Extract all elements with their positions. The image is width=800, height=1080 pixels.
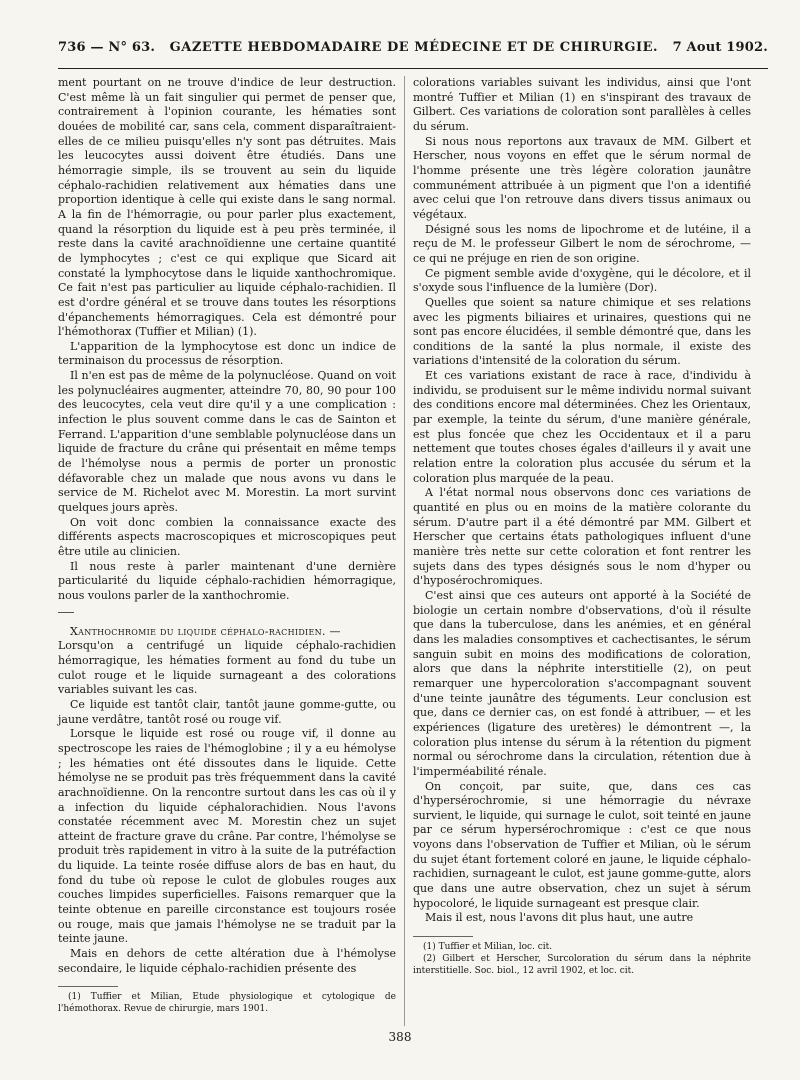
- folio-number: 388: [388, 1030, 412, 1044]
- paragraph: Et ces variations existant de race à race, d'individu à individu, se produisent sur le même individu normal suivant des conditions encore mal déterminées. Chez les Orientaux, par exemple, la teinte du sérum, d'une manière générale, est plus foncée que chez les Occidentaux et il a paru nettement que toutes choses égales d'ailleurs il y avait une relation entre la coloration plus accusée du sérum et la coloration plus marquée de la peau.: [413, 369, 751, 485]
- paragraph: Lorsque le liquide est rosé ou rouge vif, il donne au spectroscope les raies de l'hémoglobine ; il y a eu hémolyse ; les hématies ont été dissoutes dans le liquide. Cette hémolyse ne se produit pas très fréquemment dans la cavité arachnoïdienne. On la rencontre surtout dans les cas où il y a infection du liquide céphalorachidien. Nous l'avons constatée récemment avec M. Morestin chez un sujet atteint de fracture grave du crâne. Par contre, l'hémolyse se produit très rapidement in vitro à la suite de la putréfaction du liquide. La teinte rosée diffuse alors de bas en haut, du fond du tube où repose le culot de globules rouges aux couches limpides superficielles. Faisons remarquer que la teinte obtenue en pareille circonstance est toujours rosée ou rouge, mais que jamais l'hémolyse ne se traduit par la teinte jaune.: [58, 727, 396, 946]
- paragraph: On voit donc combien la connaissance exacte des différents aspects macroscopiques et microscopiques peut être utile au clinicien.: [58, 515, 396, 558]
- paragraph: Lorsqu'on a centrifugé un liquide céphalo-rachidien hémorragique, les hématies forment au fond du tube un culot rouge et le liquide surnageant a des colorations variables suivant les cas.: [58, 639, 396, 697]
- paragraph: Ce liquide est tantôt clair, tantôt jaune gomme-gutte, ou jaune verdâtre, tantôt rosé ou rouge vif.: [58, 697, 396, 726]
- paragraph: colorations variables suivant les individus, ainsi que l'ont montré Tuffier et Milian (1) en s'inspirant des travaux de Gilbert. Ces variations de coloration sont parallèles à celles du sérum.: [413, 76, 751, 133]
- header-rule: [58, 68, 768, 69]
- paragraph: ment pourtant on ne trouve d'indice de leur destruction. C'est même là un fait singulier qui permet de penser que, contrairement à l'opinion courante, les hématies sont douées de mobilité car, sans cela, comment disparaîtraient-elles de ce milieu puisqu'elles n'y sont pas détruites. Mais les leucocytes aussi doivent être étudiés. Dans une hémorragie simple, ils se trouvent au sein du liquide céphalo-rachidien relativement aux hématies dans une proportion identique à celle qui existe dans le sang normal. A la fin de l'hémorragie, ou pour parler plus exactement, quand la résorption du liquide est à peu près terminée, il reste dans la cavité arachnoïdienne une certaine quantité de lymphocytes ; c'est ce qui explique que Sicard ait constaté la lymphocytose dans le liquide xanthochromique. Ce fait n'est pas particulier au liquide céphalo-rachidien. Il est d'ordre général et se trouve dans toutes les résorptions d'épanchements hémorragiques. Cela est démontré pour l'hémothorax (Tuffier et Milian) (1).: [58, 76, 396, 339]
- paragraph: L'apparition de la lymphocytose est donc un indice de terminaison du processus de résorption.: [58, 339, 396, 368]
- footnote: (1) Tuffier et Milian, loc. cit.: [423, 942, 553, 953]
- footnotes: [58, 986, 396, 1015]
- paragraph: On conçoit, par suite, que, dans ces cas d'hypersérochromie, si une hémorragie du névraxe survient, le liquide, qui surnage le culot, soit teinté en jaune par ce sérum hypersérochromique : c'est ce que nous voyons dans l'observation de Tuffier et Milian, où le sérum du sujet étant fortement coloré en jaune, le liquide céphalo-rachidien, surnageant le culot, est jaune gomme-gutte, alors que dans une autre observation, chez un sujet à sérum hypocoloré, le liquide surnageant est presque clair.: [413, 779, 751, 910]
- footnote: (1) Tuffier et Milian, Etude physiologique et cytologique de l'hémothorax. Revue de chirurgie, mars 1901.: [58, 992, 396, 1015]
- footnotes: [413, 936, 751, 977]
- section-separator: [58, 612, 74, 613]
- paragraph: Il nous reste à parler maintenant d'une dernière particularité du liquide céphalo-rachidien hémorragique, nous voulons parler de la xanthochromie.: [58, 559, 396, 602]
- paragraph: Mais en dehors de cette altération due à l'hémolyse secondaire, le liquide céphalo-rachidien présente des: [58, 947, 396, 975]
- paragraph: Quelles que soient sa nature chimique et ses relations avec les pigments biliaires et urinaires, questions qui ne sont pas encore élucidées, il semble démontré que, dans les conditions de la santé la plus normale, il existe des variations d'intensité de la coloration du sérum.: [413, 295, 751, 368]
- footnote: (2) Gilbert et Herscher, Surcoloration du sérum dans la néphrite interstitielle. Soc. biol., 12 avril 1902, et loc. cit.: [413, 954, 751, 977]
- running-header: [58, 40, 768, 55]
- left-column: [58, 76, 396, 1015]
- paragraph: Mais il est, nous l'avons dit plus haut, une autre: [425, 911, 694, 925]
- paragraph: C'est ainsi que ces auteurs ont apporté à la Société de biologie un certain nombre d'observations, d'où il résulte que dans la tuberculose, dans les anémies, et en général dans les maladies consomptives et cachectisantes, le sérum sanguin subit en moins des modifications de coloration, alors que dans la néphrite interstitielle (2), on peut remarquer une hypercoloration s'accompagnant souvent d'une teinte jaunâtre des téguments. Leur conclusion est que, dans ce dernier cas, on est fondé à attribuer, — et les expériences (ligature des uretères) le démontrent —, la coloration plus intense du sérum à la rétention du pigment normal ou sérochrome dans la circulation, rétention due à l'imperméabilité rénale.: [413, 588, 751, 778]
- journal-title: GAZETTE HEBDOMADAIRE DE MÉDECINE ET DE CHIRURGIE.: [169, 40, 659, 55]
- page-number-issue: 736 — N° 63.: [58, 40, 156, 55]
- paragraph: Il n'en est pas de même de la polynucléose. Quand on voit les polynucléaires augmenter, atteindre 70, 80, 90 pour 100 des leucocytes, cela veut dire qu'il y a une complication : infection le plus souvent comme dans le cas de Sainton et Ferrand. L'apparition d'une semblable polynucléose dans un liquide de fracture du crâne qui présentait en même temps de l'hémolyse nous a permis de porter un pronostic défavorable chez un malade que nous avons vu dans le service de M. Richelot avec M. Morestin. La mort survint quelques jours après.: [58, 369, 396, 515]
- column-divider: [404, 76, 405, 1026]
- paragraph: Désigné sous les noms de lipochrome et de lutéine, il a reçu de M. le professeur Gilbert le nom de sérochrome, — ce qui ne préjuge en rien de son origine.: [413, 222, 751, 265]
- section-title: Xanthochromie du liquide céphalo-rachidien. —: [70, 624, 341, 638]
- footnote-rule: [58, 986, 118, 987]
- paragraph: A l'état normal nous observons donc ces variations de quantité en plus ou en moins de la matière colorante du sérum. D'autre part il a été démontré par MM. Gilbert et Herscher que certains états pathologiques influent d'une manière très nette sur cette coloration et font rentrer les sujets dans des types désignés sous le nom d'hyper ou d'hyposérochromiques.: [413, 486, 751, 588]
- issue-date: 7 Aout 1902.: [672, 40, 768, 55]
- footnote-rule: [413, 936, 473, 937]
- section-heading: [58, 625, 396, 640]
- paragraph: Si nous nous reportons aux travaux de MM. Gilbert et Herscher, nous voyons en effet que le sérum normal de l'homme présente une très légère coloration jaunâtre communément attribuée à un pigment que l'on a identifié avec celui que l'on retrouve dans divers tissus animaux ou végétaux.: [413, 134, 751, 221]
- right-column: [413, 76, 751, 977]
- paragraph: Ce pigment semble avide d'oxygène, qui le décolore, et il s'oxyde sous l'influence de la lumière (Dor).: [413, 266, 751, 295]
